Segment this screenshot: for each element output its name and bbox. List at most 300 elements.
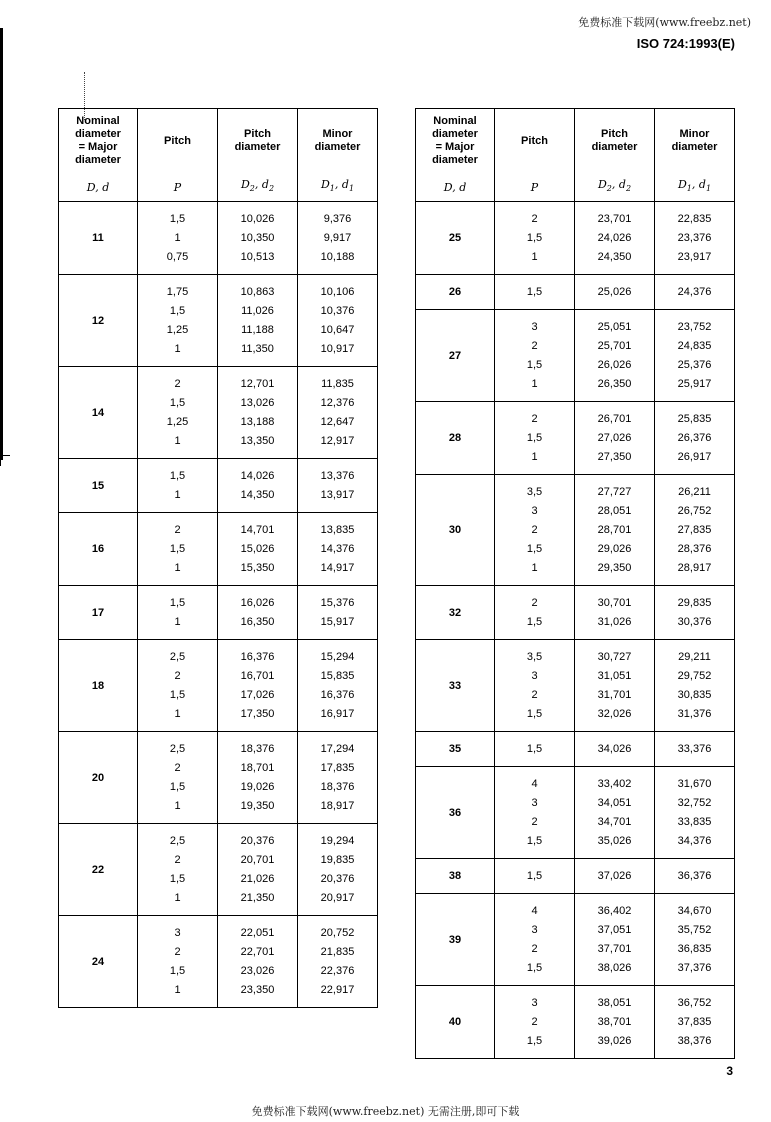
pitch-cell <box>138 916 218 1008</box>
pitch-diameter-value: 10,026 <box>240 213 275 225</box>
nominal-diameter-cell: 16 <box>59 513 138 586</box>
nominal-diameter-cell: 14 <box>59 367 138 459</box>
nominal-diameter-cell: 38 <box>416 859 495 894</box>
nominal-diameter-cell: 15 <box>59 459 138 513</box>
pitch-diameter-cell <box>218 202 298 275</box>
pitch-value: 1,5 <box>526 432 543 444</box>
minor-diameter-symbol: $D_1$, $d_1$ <box>298 173 378 202</box>
pitch-diameter-value: 13,026 <box>240 397 275 409</box>
pitch-value: 1,5 <box>169 470 186 482</box>
pitch-cell <box>495 859 575 894</box>
pitch-diameter-value: 21,350 <box>240 892 275 904</box>
pitch-value: 2 <box>531 816 538 828</box>
minor-diameter-value: 10,376 <box>320 305 355 317</box>
pitch-diameter-value: 19,026 <box>240 781 275 793</box>
minor-diameter-cell <box>655 586 735 640</box>
pitch-value: 1 <box>174 800 181 812</box>
minor-diameter-cell <box>298 640 378 732</box>
pitch-diameter-value: 21,026 <box>240 873 275 885</box>
minor-diameter-value: 9,917 <box>323 232 352 244</box>
minor-diameter-cell <box>298 513 378 586</box>
pitch-value: 1 <box>174 892 181 904</box>
nominal-diameter-cell: 26 <box>416 275 495 310</box>
pitch-value: 1 <box>174 708 181 720</box>
thread-group <box>416 859 735 894</box>
bottom-watermark: 免费标准下载网(www.freebz.net) 无需注册,即可下载 <box>251 1105 520 1118</box>
pitch-diameter-value: 19,350 <box>240 800 275 812</box>
pitch-value: 4 <box>531 778 538 790</box>
pitch-value: 1,5 <box>526 286 543 298</box>
pitch-value: 3 <box>531 670 538 682</box>
pitch-value: 1,5 <box>526 962 543 974</box>
pitch-value: 2,5 <box>169 835 186 847</box>
pitch-diameter-cell <box>218 732 298 824</box>
pitch-diameter-value: 14,026 <box>240 470 275 482</box>
pitch-diameter-cell <box>218 640 298 732</box>
pitch-diameter-value: 16,701 <box>240 670 275 682</box>
minor-diameter-cell <box>298 916 378 1008</box>
pitch-diameter-value: 37,026 <box>597 870 632 882</box>
pitch-diameter-cell <box>575 402 655 475</box>
minor-diameter-value: 34,670 <box>677 905 712 917</box>
pitch-value: 2 <box>174 524 181 536</box>
pitch-diameter-value: 29,026 <box>597 543 632 555</box>
thread-group <box>59 916 378 1008</box>
pitch-diameter-value: 34,051 <box>597 797 632 809</box>
thread-group <box>416 640 735 732</box>
minor-diameter-value: 36,752 <box>677 997 712 1009</box>
pitch-diameter-value: 13,188 <box>240 416 275 428</box>
table-row <box>59 916 378 1008</box>
minor-diameter-cell <box>655 475 735 586</box>
thread-group <box>416 310 735 402</box>
pitch-value: 1,5 <box>526 616 543 628</box>
pitch-diameter-value: 16,350 <box>240 616 275 628</box>
thread-group <box>59 459 378 513</box>
pitch-header: Pitch <box>495 109 575 174</box>
minor-diameter-value: 12,917 <box>320 435 355 447</box>
minor-diameter-value: 18,917 <box>320 800 355 812</box>
minor-diameter-cell <box>298 732 378 824</box>
nominal-diameter-header: Nominal diameter = Major diameter <box>59 109 138 174</box>
minor-diameter-value: 33,376 <box>677 743 712 755</box>
minor-diameter-value: 19,294 <box>320 835 355 847</box>
minor-diameter-symbol: $D_1$, $d_1$ <box>655 173 735 202</box>
pitch-diameter-cell <box>575 310 655 402</box>
minor-diameter-cell <box>655 986 735 1059</box>
pitch-cell <box>138 275 218 367</box>
minor-diameter-value: 26,752 <box>677 505 712 517</box>
minor-diameter-value: 32,752 <box>677 797 712 809</box>
pitch-diameter-value: 30,727 <box>597 651 632 663</box>
nominal-diameter-cell: 20 <box>59 732 138 824</box>
minor-diameter-value: 37,376 <box>677 962 712 974</box>
pitch-value: 3 <box>531 997 538 1009</box>
pitch-diameter-value: 24,026 <box>597 232 632 244</box>
pitch-value: 2 <box>531 1016 538 1028</box>
pitch-value: 1 <box>174 984 181 996</box>
minor-diameter-value: 34,376 <box>677 835 712 847</box>
margin-rule <box>0 28 3 460</box>
pitch-diameter-value: 27,727 <box>597 486 632 498</box>
pitch-diameter-value: 14,701 <box>240 524 275 536</box>
pitch-diameter-value: 34,701 <box>597 816 632 828</box>
pitch-diameter-value: 10,863 <box>240 286 275 298</box>
pitch-diameter-cell <box>218 459 298 513</box>
pitch-diameter-cell <box>218 586 298 640</box>
pitch-value: 3,5 <box>526 651 543 663</box>
minor-diameter-cell <box>655 767 735 859</box>
pitch-cell <box>138 513 218 586</box>
pitch-diameter-value: 38,701 <box>597 1016 632 1028</box>
page-number: 3 <box>726 1064 733 1078</box>
pitch-diameter-cell <box>218 275 298 367</box>
minor-diameter-cell <box>655 640 735 732</box>
pitch-diameter-value: 28,701 <box>597 524 632 536</box>
pitch-diameter-value: 33,402 <box>597 778 632 790</box>
pitch-diameter-value: 23,701 <box>597 213 632 225</box>
pitch-value: 1 <box>174 232 181 244</box>
minor-diameter-value: 33,835 <box>677 816 712 828</box>
nominal-diameter-cell: 12 <box>59 275 138 367</box>
minor-diameter-value: 23,752 <box>677 321 712 333</box>
minor-diameter-cell <box>298 275 378 367</box>
table-row <box>59 824 378 916</box>
pitch-cell <box>495 732 575 767</box>
pitch-diameter-value: 18,701 <box>240 762 275 774</box>
pitch-value: 1 <box>174 616 181 628</box>
minor-diameter-value: 14,917 <box>320 562 355 574</box>
minor-diameter-value: 18,376 <box>320 781 355 793</box>
pitch-diameter-value: 37,701 <box>597 943 632 955</box>
table-row <box>59 513 378 586</box>
pitch-value: 2 <box>174 762 181 774</box>
minor-diameter-value: 25,376 <box>677 359 712 371</box>
thread-group <box>416 767 735 859</box>
minor-diameter-value: 12,376 <box>320 397 355 409</box>
pitch-diameter-value: 17,026 <box>240 689 275 701</box>
nominal-diameter-cell: 18 <box>59 640 138 732</box>
table-row <box>59 275 378 367</box>
minor-diameter-value: 25,917 <box>677 378 712 390</box>
pitch-diameter-cell <box>575 732 655 767</box>
table-row <box>416 732 735 767</box>
pitch-cell <box>495 986 575 1059</box>
pitch-value: 2 <box>174 378 181 390</box>
table-row <box>416 859 735 894</box>
pitch-diameter-value: 36,402 <box>597 905 632 917</box>
minor-diameter-value: 22,917 <box>320 984 355 996</box>
thread-group <box>416 732 735 767</box>
top-watermark: 免费标准下载网(www.freebz.net) <box>578 16 751 29</box>
pitch-symbol: P <box>495 173 575 202</box>
minor-diameter-value: 20,917 <box>320 892 355 904</box>
pitch-value: 1,25 <box>166 416 189 428</box>
pitch-value: 1 <box>531 251 538 263</box>
pitch-value: 2 <box>531 689 538 701</box>
minor-diameter-value: 13,376 <box>320 470 355 482</box>
pitch-diameter-cell <box>575 640 655 732</box>
minor-diameter-value: 31,376 <box>677 708 712 720</box>
pitch-value: 2 <box>174 946 181 958</box>
minor-diameter-cell <box>298 367 378 459</box>
pitch-value: 1,5 <box>526 743 543 755</box>
pitch-value: 1 <box>531 562 538 574</box>
pitch-diameter-value: 10,350 <box>240 232 275 244</box>
pitch-value: 1,5 <box>169 305 186 317</box>
pitch-diameter-cell <box>575 859 655 894</box>
pitch-cell <box>138 202 218 275</box>
minor-diameter-value: 24,835 <box>677 340 712 352</box>
pitch-diameter-header: Pitch diameter <box>218 109 298 174</box>
pitch-diameter-value: 26,701 <box>597 413 632 425</box>
table-row <box>416 586 735 640</box>
thread-group <box>59 202 378 275</box>
minor-diameter-value: 10,917 <box>320 343 355 355</box>
pitch-value: 1,5 <box>526 708 543 720</box>
pitch-diameter-value: 23,026 <box>240 965 275 977</box>
pitch-diameter-value: 38,051 <box>597 997 632 1009</box>
minor-diameter-value: 24,376 <box>677 286 712 298</box>
pitch-diameter-cell <box>218 916 298 1008</box>
pitch-diameter-value: 30,701 <box>597 597 632 609</box>
table-row <box>59 586 378 640</box>
pitch-value: 2 <box>531 340 538 352</box>
pitch-value: 2,5 <box>169 743 186 755</box>
pitch-diameter-value: 25,051 <box>597 321 632 333</box>
pitch-cell <box>495 475 575 586</box>
pitch-diameter-value: 22,701 <box>240 946 275 958</box>
nominal-diameter-cell: 25 <box>416 202 495 275</box>
minor-diameter-value: 37,835 <box>677 1016 712 1028</box>
thread-group <box>59 275 378 367</box>
minor-diameter-value: 15,376 <box>320 597 355 609</box>
pitch-value: 1,5 <box>526 835 543 847</box>
pitch-value: 3 <box>531 924 538 936</box>
thread-group <box>59 732 378 824</box>
pitch-diameter-value: 18,376 <box>240 743 275 755</box>
pitch-value: 2 <box>531 524 538 536</box>
right-thread-table <box>415 108 735 1059</box>
table-row <box>416 402 735 475</box>
minor-diameter-value: 10,106 <box>320 286 355 298</box>
minor-diameter-value: 10,647 <box>320 324 355 336</box>
minor-diameter-value: 36,835 <box>677 943 712 955</box>
pitch-value: 1,5 <box>169 213 186 225</box>
thread-group <box>416 275 735 310</box>
nominal-diameter-cell: 36 <box>416 767 495 859</box>
table-row <box>59 459 378 513</box>
pitch-header: Pitch <box>138 109 218 174</box>
minor-diameter-value: 15,294 <box>320 651 355 663</box>
pitch-diameter-value: 27,026 <box>597 432 632 444</box>
thread-group <box>59 824 378 916</box>
pitch-diameter-value: 28,051 <box>597 505 632 517</box>
minor-diameter-cell <box>655 732 735 767</box>
pitch-value: 2 <box>531 943 538 955</box>
pitch-diameter-value: 12,701 <box>240 378 275 390</box>
table-row <box>416 202 735 275</box>
pitch-diameter-value: 31,701 <box>597 689 632 701</box>
table-row <box>416 986 735 1059</box>
minor-diameter-value: 10,188 <box>320 251 355 263</box>
margin-ticks <box>0 455 10 466</box>
minor-diameter-value: 17,294 <box>320 743 355 755</box>
minor-diameter-value: 29,752 <box>677 670 712 682</box>
minor-diameter-value: 17,835 <box>320 762 355 774</box>
pitch-diameter-value: 11,026 <box>241 305 274 317</box>
minor-diameter-value: 36,376 <box>677 870 712 882</box>
pitch-diameter-value: 29,350 <box>597 562 632 574</box>
nominal-diameter-cell: 11 <box>59 202 138 275</box>
pitch-cell <box>495 310 575 402</box>
thread-group <box>416 402 735 475</box>
pitch-cell <box>138 640 218 732</box>
pitch-diameter-value: 26,026 <box>597 359 632 371</box>
pitch-diameter-cell <box>575 202 655 275</box>
pitch-value: 1 <box>531 378 538 390</box>
nominal-diameter-cell: 32 <box>416 586 495 640</box>
nominal-diameter-cell: 33 <box>416 640 495 732</box>
minor-diameter-value: 20,376 <box>320 873 355 885</box>
pitch-value: 2 <box>531 413 538 425</box>
minor-diameter-value: 16,917 <box>320 708 355 720</box>
nominal-diameter-cell: 40 <box>416 986 495 1059</box>
nominal-diameter-cell: 22 <box>59 824 138 916</box>
thread-group <box>416 894 735 986</box>
minor-diameter-cell <box>655 310 735 402</box>
pitch-value: 1,5 <box>169 397 186 409</box>
table-row <box>59 202 378 275</box>
pitch-value: 1,5 <box>169 597 186 609</box>
standard-header: ISO 724:1993(E) <box>636 36 735 51</box>
pitch-value: 3 <box>174 927 181 939</box>
minor-diameter-value: 30,835 <box>677 689 712 701</box>
pitch-diameter-cell <box>218 513 298 586</box>
minor-diameter-value: 28,376 <box>677 543 712 555</box>
minor-diameter-cell <box>298 824 378 916</box>
minor-diameter-cell <box>655 894 735 986</box>
pitch-value: 1,5 <box>526 870 543 882</box>
pitch-value: 0,75 <box>166 251 189 263</box>
nominal-diameter-cell: 28 <box>416 402 495 475</box>
pitch-value: 3 <box>531 505 538 517</box>
table-row <box>59 640 378 732</box>
pitch-value: 1,5 <box>169 543 186 555</box>
minor-diameter-value: 29,211 <box>678 651 711 663</box>
pitch-diameter-value: 11,350 <box>241 343 274 355</box>
minor-diameter-value: 25,835 <box>677 413 712 425</box>
minor-diameter-cell <box>655 275 735 310</box>
pitch-cell <box>495 640 575 732</box>
thread-group <box>59 367 378 459</box>
minor-diameter-value: 38,376 <box>677 1035 712 1047</box>
table-row <box>59 367 378 459</box>
pitch-cell <box>138 824 218 916</box>
pitch-diameter-cell <box>575 586 655 640</box>
pitch-value: 2 <box>174 670 181 682</box>
minor-diameter-value: 29,835 <box>677 597 712 609</box>
pitch-value: 1,5 <box>169 781 186 793</box>
thread-group <box>416 586 735 640</box>
minor-diameter-value: 9,376 <box>323 213 352 225</box>
minor-diameter-header: Minor diameter <box>655 109 735 174</box>
minor-diameter-value: 23,376 <box>677 232 712 244</box>
minor-diameter-value: 11,835 <box>321 378 354 390</box>
pitch-cell <box>495 402 575 475</box>
pitch-diameter-value: 35,026 <box>597 835 632 847</box>
pitch-diameter-cell <box>575 767 655 859</box>
pitch-value: 1 <box>174 435 181 447</box>
pitch-value: 1,5 <box>526 232 543 244</box>
pitch-diameter-symbol: $D_2$, $d_2$ <box>218 173 298 202</box>
pitch-diameter-value: 23,350 <box>240 984 275 996</box>
pitch-value: 1 <box>531 451 538 463</box>
pitch-cell <box>495 275 575 310</box>
minor-diameter-value: 13,917 <box>320 489 355 501</box>
pitch-diameter-value: 15,026 <box>240 543 275 555</box>
pitch-diameter-value: 31,026 <box>597 616 632 628</box>
pitch-diameter-cell <box>218 824 298 916</box>
minor-diameter-value: 16,376 <box>320 689 355 701</box>
pitch-value: 1,5 <box>526 543 543 555</box>
pitch-diameter-value: 39,026 <box>597 1035 632 1047</box>
pitch-diameter-value: 20,376 <box>240 835 275 847</box>
pitch-cell <box>495 894 575 986</box>
minor-diameter-value: 22,376 <box>320 965 355 977</box>
left-thread-table <box>58 108 378 1008</box>
nominal-diameter-header: Nominal diameter = Major diameter <box>416 109 495 174</box>
table-row <box>416 275 735 310</box>
pitch-diameter-value: 16,376 <box>240 651 275 663</box>
pitch-diameter-value: 38,026 <box>597 962 632 974</box>
nominal-diameter-cell: 39 <box>416 894 495 986</box>
minor-diameter-header: Minor diameter <box>298 109 378 174</box>
minor-diameter-value: 31,670 <box>677 778 712 790</box>
minor-diameter-cell <box>298 202 378 275</box>
nominal-symbol: D, d <box>416 173 495 202</box>
pitch-cell <box>495 202 575 275</box>
thread-group <box>59 586 378 640</box>
pitch-value: 1,5 <box>169 873 186 885</box>
pitch-diameter-value: 26,350 <box>597 378 632 390</box>
minor-diameter-value: 21,835 <box>320 946 355 958</box>
pitch-value: 2 <box>531 597 538 609</box>
pitch-value: 1,5 <box>169 965 186 977</box>
nominal-diameter-cell: 30 <box>416 475 495 586</box>
pitch-diameter-cell <box>575 475 655 586</box>
minor-diameter-value: 23,917 <box>677 251 712 263</box>
pitch-symbol: P <box>138 173 218 202</box>
pitch-value: 1 <box>174 343 181 355</box>
minor-diameter-value: 12,647 <box>320 416 355 428</box>
minor-diameter-cell <box>298 586 378 640</box>
pitch-value: 2 <box>174 854 181 866</box>
pitch-diameter-value: 32,026 <box>597 708 632 720</box>
nominal-diameter-cell: 35 <box>416 732 495 767</box>
pitch-diameter-value: 14,350 <box>240 489 275 501</box>
table-row <box>416 310 735 402</box>
pitch-diameter-symbol: $D_2$, $d_2$ <box>575 173 655 202</box>
minor-diameter-value: 22,835 <box>677 213 712 225</box>
pitch-value: 4 <box>531 905 538 917</box>
pitch-diameter-value: 10,513 <box>240 251 275 263</box>
table-row <box>416 475 735 586</box>
pitch-value: 2,5 <box>169 651 186 663</box>
pitch-diameter-value: 15,350 <box>240 562 275 574</box>
nominal-diameter-cell: 24 <box>59 916 138 1008</box>
pitch-cell <box>495 586 575 640</box>
